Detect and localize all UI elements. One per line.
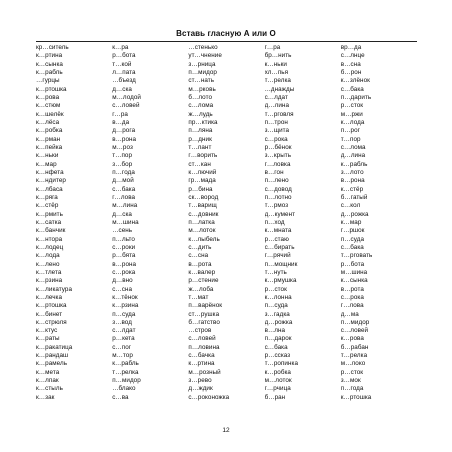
word-item: с…роки [112,243,136,251]
word-item: к…рова [36,93,60,101]
word-item: б…рабан [340,343,369,351]
word-item: м…шина [340,268,368,276]
word-item: с…ловей [188,335,216,343]
word-item: к…рмить [36,210,63,218]
word-item: к…ньки [264,60,287,68]
word-item: з…гадка [264,310,290,318]
word-item: к…лпак [36,377,59,385]
word-item: с…бачка [188,352,215,360]
word-item: гр…мада [188,177,216,185]
word-item: …гурцы [36,77,60,85]
word-item: к…рмушка [264,277,297,285]
page-title: Вставь гласную А или О [176,29,276,38]
word-item: д…ждик [188,385,213,393]
word-item: ут…чнение [188,52,222,60]
word-item: д…рожка [340,210,369,218]
word-item: к…стюм [36,102,61,110]
word-item: к…бинет [36,310,63,318]
word-column-5 [341,44,417,402]
word-item: ст…рушка [188,310,220,318]
word-item: п…лотно [264,193,292,201]
word-item: к…лода [36,252,60,260]
word-item: к…стёр [340,185,364,193]
word-item: с…лдат [264,93,288,101]
word-item: к…ртошка [340,393,372,401]
word-item: к…стрюля [36,318,67,326]
word-item: в…лна [264,327,286,335]
word-item: к…ликатура [36,285,73,293]
word-item: г…ворить [188,152,218,160]
word-item: д…рожка [264,318,293,326]
word-item: с…ловей [112,102,140,110]
word-item: …днажды [264,85,295,93]
word-item: к…рабль [36,68,63,76]
word-item: к…ртина [188,360,215,368]
word-item: т…рмоз [264,202,289,210]
word-item: к…ртошка [36,302,67,310]
word-item: с…довод [264,185,292,193]
word-item: т…релка [112,368,139,376]
word-item: хл…пья [264,68,289,76]
word-item: з…вод [112,318,132,326]
word-item: к…ньки [36,152,59,160]
word-item: р…бята [112,252,136,260]
word-item: п…ход [264,218,285,226]
word-item: с…дить [188,243,212,251]
word-item: к…мар [340,218,362,226]
word-item: с…лдат [112,327,136,335]
word-item: г…ршок [340,227,365,235]
word-item: к…нфета [36,168,64,176]
word-item: …сень [112,227,133,235]
word-item: к…ра [112,44,129,51]
word-item: п…дарить [340,93,372,101]
word-item: т…мат [188,293,209,301]
word-item: к…лено [36,260,60,268]
word-item: к…тёнок [112,293,138,301]
word-item: д…лина [340,152,366,160]
word-item: к…нтора [36,235,63,243]
word-item: з…щита [264,127,290,135]
word-item: к…валер [188,268,216,276]
word-item: д…мой [112,177,134,185]
word-item: п…дарок [264,335,292,343]
word-item: к…рамель [36,360,68,368]
word-item: м…тор [112,352,133,360]
word-item: к…рандаш [36,352,69,360]
word-item: с…роконожка [188,393,230,401]
word-item: с…кол [340,202,361,210]
word-item: т…релка [340,352,368,360]
word-item: з…рница [188,60,216,68]
word-item: з…лото [340,168,364,176]
word-item: к…ракатица [36,343,73,351]
word-column-2 [112,44,188,402]
word-item: р…сток [340,102,364,110]
word-item: г…рячий [264,252,291,260]
word-item: п…года [112,168,135,176]
word-item: г…ра [112,110,128,118]
title-divider [36,41,417,42]
word-item: к…стыль [36,385,63,393]
word-item: з…рево [188,377,212,385]
word-item: к…рабль [340,160,368,168]
word-item: с…бака [340,85,364,93]
word-item: ж…лудь [188,110,213,118]
word-item: р…бота [340,260,365,268]
word-item: в…да [112,118,130,126]
word-item: м…локо [340,360,366,368]
word-item: пр…ктика [188,118,218,126]
word-item: к…рзина [112,302,139,310]
word-item: т…лант [188,143,212,151]
word-item: ск…вород [188,193,219,201]
word-item: л…пата [112,68,136,76]
word-item: с…бака [112,185,136,193]
word-item: в…рота [340,285,364,293]
word-item: т…релка [264,77,291,85]
word-item: кр…ситель [36,44,69,51]
word-item: п…суда [340,235,365,243]
word-item: …бъезд [112,77,136,85]
word-item: б…гатый [340,193,368,201]
word-item: в…сна [340,60,361,68]
word-item: р…стение [188,277,219,285]
word-item: м…лодой [112,93,141,101]
word-item: вр…да [340,44,362,51]
word-item: д…рога [112,127,136,135]
word-item: к…лечка [36,293,63,301]
word-item: к…рабль [112,360,139,368]
word-item: з…мок [340,377,361,385]
word-item: г…ловка [264,160,291,168]
word-item: к…лёса [36,118,60,126]
word-item: к…раты [36,335,60,343]
word-item: б…лото [188,93,213,101]
word-item: к…лонна [264,293,292,301]
word-item: м…лина [112,202,138,210]
word-item: к…тлета [36,268,62,276]
word-item: м…розный [188,368,221,376]
word-item: п…варёнок [188,302,223,310]
word-item: к…лыбель [188,235,220,243]
word-item: с…ловей [340,327,369,335]
word-item: р…сток [264,285,287,293]
word-item: т…рговля [264,110,294,118]
word-item: р…дник [188,135,212,143]
word-item: т…нуть [264,268,287,276]
word-item: к…лодец [36,243,64,251]
word-item: м…ржи [340,110,363,118]
word-item: п…латка [188,218,215,226]
word-item: с…рока [112,268,136,276]
word-item: к…стёр [36,202,59,210]
word-item: к…мната [264,227,292,235]
word-item: п…трон [264,118,288,126]
word-item: с…ва [112,393,129,401]
word-column-3 [188,44,264,402]
word-item: п…мощник [264,260,298,268]
word-item: с…рока [264,135,288,143]
word-item: с…бака [340,243,364,251]
word-item: к…лода [340,118,365,126]
word-item: с…довник [188,210,219,218]
word-item: п…мидор [340,318,370,326]
word-item: п…суда [112,310,136,318]
word-item: п…льто [112,235,135,243]
word-item: р…стаю [264,235,289,243]
word-item: п…мидор [112,377,141,385]
word-item: д…вно [112,277,133,285]
word-item: с…сна [188,252,209,260]
word-item: д…ска [112,210,132,218]
word-item: т…пор [340,135,361,143]
word-item: д…ска [112,85,132,93]
word-item: б…ран [264,393,286,401]
word-item: м…лоток [188,227,216,235]
word-item: с…рока [340,293,364,301]
word-item: п…мидор [188,68,217,76]
word-item: к…сатка [36,218,62,226]
word-item: з…бор [112,160,133,168]
word-item: т…ропинка [264,360,298,368]
word-item: к…мар [36,160,57,168]
word-item: з…крыть [264,152,292,160]
word-item: р…бёнок [264,143,292,151]
word-item: т…кой [112,60,132,68]
word-item: в…рона [340,177,365,185]
word-item: к…мета [36,368,60,376]
word-item: бр…нить [264,52,292,60]
word-item: к…зак [36,393,55,401]
word-item: в…рона [112,260,137,268]
word-item: р…сток [340,368,364,376]
word-item: к…робка [264,368,291,376]
word-item: к…ртошка [36,85,67,93]
word-item: ж…лоба [188,285,214,293]
word-item: с…пог [112,343,132,351]
word-item: к…сынка [36,60,63,68]
word-item: г…лова [340,302,364,310]
word-item: в…рона [112,135,137,143]
word-item: в…рота [188,260,212,268]
word-item: м…рковь [188,85,216,93]
word-item: к…лючий [188,168,217,176]
word-item: п…года [340,385,364,393]
word-column-4 [265,44,341,402]
word-item: г…лова [112,193,136,201]
word-item: т…рговать [340,252,373,260]
word-item: ст…нать [188,77,215,85]
word-item: к…пейка [36,143,63,151]
word-item: д…кумент [264,210,296,218]
word-item: к…ряга [36,193,58,201]
word-item: с…лнце [340,52,365,60]
word-item: к…лбаса [36,185,63,193]
word-item: с…лома [340,143,366,151]
word-item: …блако [112,385,136,393]
word-item: р…кета [112,335,135,343]
word-item: к…сынка [340,277,368,285]
word-item: к…робка [36,127,63,135]
word-item: к…ндитер [36,177,66,185]
word-item: п…ляна [188,127,213,135]
word-item: п…лено [264,177,289,185]
word-item: с…бака [264,343,288,351]
word-item: с…лома [188,102,214,110]
word-item: г…ра [264,44,281,51]
word-item: с…сна [112,285,133,293]
word-item: т…варищ [188,202,217,210]
word-item: б…гатство [188,318,220,326]
word-item: к…рова [340,335,364,343]
word-item: …стенько [188,44,218,51]
word-item: р…бина [188,185,213,193]
word-column-1 [36,44,112,402]
word-item: т…пор [112,152,133,160]
word-item: д…лина [264,102,290,110]
word-item: м…лоток [264,377,292,385]
word-item: к…ртина [36,52,63,60]
word-item: с…бирать [264,243,295,251]
word-columns [36,44,417,402]
word-item: д…ма [340,310,359,318]
word-item: п…рог [340,127,361,135]
word-item: ст…кан [188,160,211,168]
word-item: р…ссказ [264,352,291,360]
page-number: 12 [222,427,230,434]
word-item: в…гон [264,168,284,176]
word-item: п…ловина [188,343,220,351]
word-item: к…рзина [36,277,63,285]
word-item: к…ктус [36,327,58,335]
word-item: б…рон [340,68,362,76]
word-item: р…бота [112,52,136,60]
word-item: м…роз [112,143,133,151]
word-item: п…суда [264,302,288,310]
word-item: м…шина [112,218,139,226]
word-item: к…рман [36,135,61,143]
word-item: г…рчица [264,385,291,393]
word-item: …стров [188,327,212,335]
word-item: к…шелёк [36,110,64,118]
word-item: к…банчик [36,227,66,235]
word-item: к…злёнок [340,77,370,85]
